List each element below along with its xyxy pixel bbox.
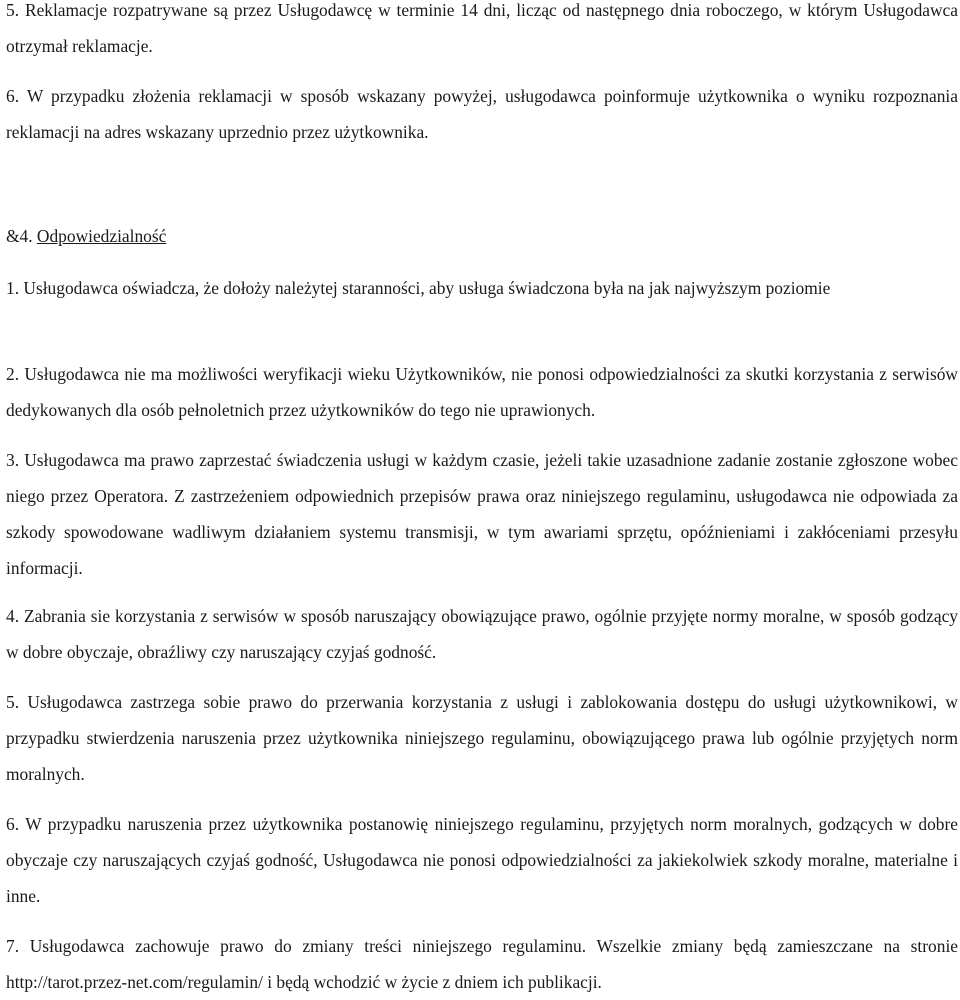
paragraph-liability-4: 4. Zabrania sie korzystania z serwisów w sposób naruszający obowiązujące prawo, ogólnie przyjęte normy moralne, w sposób godzący w dobre obyczaje, obraźliwy czy naruszający czyjaś godność. [6,606,958,662]
section-heading [6,218,166,254]
paragraph-liability-7: 7. Usługodawca zachowuje prawo do zmiany treści niniejszego regulaminu. Wszelkie zmiany będą zamieszczane na stronie http://tarot.przez-net.com/regulamin/ i będą wchodzić w życie z dniem ich publikacji. [6,936,958,992]
paragraph-liability-1: 1. Usługodawca oświadcza, że dołoży należytej staranności, aby usługa świadczona była na jak najwyższym poziomie [6,278,831,298]
paragraph-liability-5: 5. Usługodawca zastrzega sobie prawo do przerwania korzystania z usługi i zablokowania dostępu do usługi użytkownikowi, w przypadku stwierdzenia naruszenia przez użytkownika niniejszego regulaminu, obowiązującego prawa lub ogólnie przyjętych norm moralnych. [6,692,958,784]
paragraph-complaints-deadline: 5. Reklamacje rozpatrywane są przez Usługodawcę w terminie 14 dni, licząc od następnego dnia roboczego, w którym Usługodawca otrzymał reklamacje. [6,0,958,56]
paragraph-liability-2: 2. Usługodawca nie ma możliwości weryfikacji wieku Użytkowników, nie ponosi odpowiedzialności za skutki korzystania z serwisów dedykowanych dla osób pełnoletnich przez użytkowników do tego nie uprawionych. [6,364,958,420]
section-title: Odpowiedzialność [36,226,167,246]
paragraph-complaints-result: 6. W przypadku złożenia reklamacji w sposób wskazany powyżej, usługodawca poinformuje użytkownika o wyniku rozpoznania reklamacji na adres wskazany uprzednio przez użytkownika. [6,86,958,142]
paragraph-liability-6: 6. W przypadku naruszenia przez użytkownika postanowię niniejszego regulaminu, przyjętych norm moralnych, godzących w dobre obyczaje czy naruszających czyjaś godność, Usługodawca nie ponosi odpowiedzialności za jakiekolwiek szkody moralne, materialne i inne. [6,814,958,906]
paragraph-liability-3: 3. Usługodawca ma prawo zaprzestać świadczenia usługi w każdym czasie, jeżeli takie uzasadnione zadanie zostanie zgłoszone wobec niego przez Operatora. Z zastrzeżeniem odpowiednich przepisów prawa oraz niniejszego regulaminu, usługodawca nie odpowiada za szkody spowodowane wadliwym działaniem systemu transmisji, w tym awariami sprzętu, opóźnieniami i zakłóceniami przesyłu informacji. [6,450,958,578]
section-prefix: &4. [6,226,37,246]
